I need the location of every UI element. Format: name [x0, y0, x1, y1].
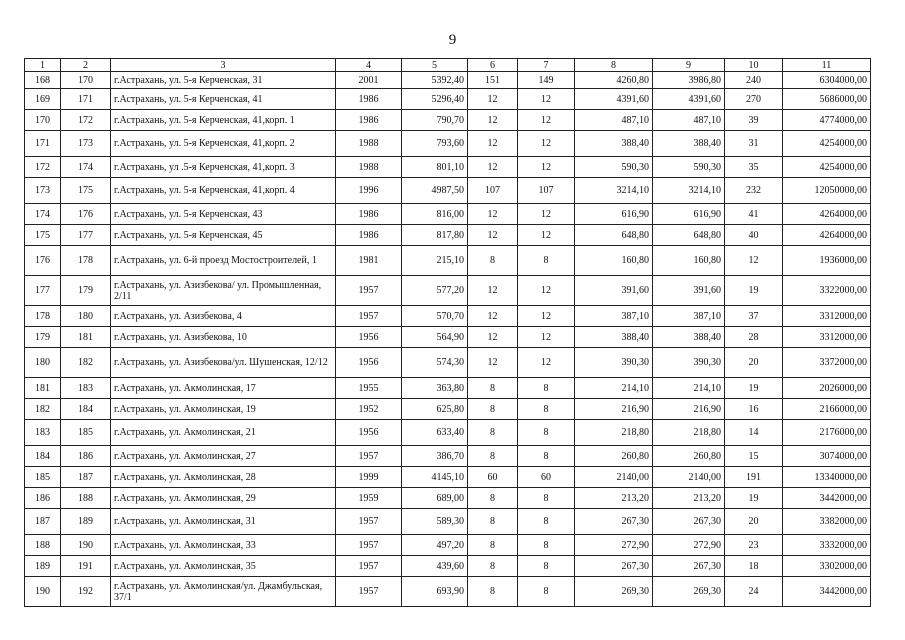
- row-number-cell: 170: [25, 110, 61, 131]
- amount-cell: 3372000,00: [783, 348, 871, 378]
- column-7-cell: 8: [518, 378, 575, 399]
- total-area-cell: 574,30: [402, 348, 468, 378]
- row-number-cell: 168: [25, 72, 61, 89]
- year-cell: 1986: [336, 225, 402, 246]
- column-7-cell: 12: [518, 225, 575, 246]
- table-row: [25, 276, 871, 306]
- column-10-cell: 20: [725, 348, 783, 378]
- column-6-cell: 8: [468, 399, 518, 420]
- column-6-cell: 107: [468, 178, 518, 204]
- column-10-cell: 19: [725, 378, 783, 399]
- year-cell: 1957: [336, 556, 402, 577]
- column-10-cell: 240: [725, 72, 783, 89]
- column-10-cell: 24: [725, 577, 783, 607]
- column-7-cell: 8: [518, 488, 575, 509]
- column-7-cell: 149: [518, 72, 575, 89]
- record-number-cell: 184: [61, 399, 111, 420]
- column-9-cell: 216,90: [653, 399, 725, 420]
- column-7-cell: 8: [518, 446, 575, 467]
- amount-cell: 4254000,00: [783, 131, 871, 157]
- column-8-cell: 267,30: [575, 556, 653, 577]
- table-row: [25, 131, 871, 157]
- column-7-cell: 8: [518, 556, 575, 577]
- column-8-cell: 616,90: [575, 204, 653, 225]
- row-number-cell: 184: [25, 446, 61, 467]
- row-number-cell: 185: [25, 467, 61, 488]
- row-number-cell: 189: [25, 556, 61, 577]
- total-area-cell: 633,40: [402, 420, 468, 446]
- total-area-cell: 497,20: [402, 535, 468, 556]
- column-9-cell: 260,80: [653, 446, 725, 467]
- column-6-cell: 60: [468, 467, 518, 488]
- column-8-cell: 590,30: [575, 157, 653, 178]
- address-cell: г.Астрахань, ул. Азизбекова/ул. Шушенская, 12/12: [111, 348, 336, 378]
- column-9-cell: 616,90: [653, 204, 725, 225]
- record-number-cell: 174: [61, 157, 111, 178]
- column-header: 8: [575, 59, 653, 72]
- row-number-cell: 187: [25, 509, 61, 535]
- amount-cell: 3442000,00: [783, 488, 871, 509]
- table-row: [25, 246, 871, 276]
- table-row: [25, 204, 871, 225]
- amount-cell: 13340000,00: [783, 467, 871, 488]
- column-header: 5: [402, 59, 468, 72]
- record-number-cell: 175: [61, 178, 111, 204]
- year-cell: 1957: [336, 306, 402, 327]
- table-row: [25, 225, 871, 246]
- address-cell: г.Астрахань, ул. 5-я Керченская, 41,корп. 4: [111, 178, 336, 204]
- address-cell: г.Астрахань, ул. Акмолинская/ул. Джамбульская, 37/1: [111, 577, 336, 607]
- row-number-cell: 172: [25, 157, 61, 178]
- column-9-cell: 590,30: [653, 157, 725, 178]
- column-9-cell: 267,30: [653, 556, 725, 577]
- column-10-cell: 270: [725, 89, 783, 110]
- table-row: [25, 327, 871, 348]
- total-area-cell: 215,10: [402, 246, 468, 276]
- column-9-cell: 218,80: [653, 420, 725, 446]
- amount-cell: 4264000,00: [783, 204, 871, 225]
- column-10-cell: 40: [725, 225, 783, 246]
- total-area-cell: 4145,10: [402, 467, 468, 488]
- address-cell: г.Астрахань, ул. Акмолинская, 33: [111, 535, 336, 556]
- column-8-cell: 218,80: [575, 420, 653, 446]
- row-number-cell: 176: [25, 246, 61, 276]
- row-number-cell: 181: [25, 378, 61, 399]
- amount-cell: 3312000,00: [783, 327, 871, 348]
- table-row: [25, 509, 871, 535]
- amount-cell: 6304000,00: [783, 72, 871, 89]
- row-number-cell: 190: [25, 577, 61, 607]
- address-cell: г.Астрахань, ул. Акмолинская, 21: [111, 420, 336, 446]
- address-cell: г.Астрахань, ул. 5-я Керченская, 41,корп. 1: [111, 110, 336, 131]
- address-cell: г.Астрахань, ул. Акмолинская, 31: [111, 509, 336, 535]
- column-6-cell: 12: [468, 348, 518, 378]
- column-7-cell: 12: [518, 131, 575, 157]
- column-9-cell: 267,30: [653, 509, 725, 535]
- column-8-cell: 213,20: [575, 488, 653, 509]
- column-10-cell: 41: [725, 204, 783, 225]
- total-area-cell: 439,60: [402, 556, 468, 577]
- column-7-cell: 60: [518, 467, 575, 488]
- address-cell: г.Астрахань, ул. 5-я Керченская, 41,корп. 2: [111, 131, 336, 157]
- column-10-cell: 12: [725, 246, 783, 276]
- column-7-cell: 8: [518, 577, 575, 607]
- column-7-cell: 12: [518, 110, 575, 131]
- column-10-cell: 232: [725, 178, 783, 204]
- column-header: 2: [61, 59, 111, 72]
- amount-cell: 3074000,00: [783, 446, 871, 467]
- record-number-cell: 188: [61, 488, 111, 509]
- record-number-cell: 183: [61, 378, 111, 399]
- column-9-cell: 269,30: [653, 577, 725, 607]
- address-cell: г.Астрахань, ул. Акмолинская, 27: [111, 446, 336, 467]
- column-header: 7: [518, 59, 575, 72]
- total-area-cell: 386,70: [402, 446, 468, 467]
- column-9-cell: 388,40: [653, 131, 725, 157]
- column-10-cell: 14: [725, 420, 783, 446]
- total-area-cell: 589,30: [402, 509, 468, 535]
- row-number-cell: 183: [25, 420, 61, 446]
- row-number-cell: 174: [25, 204, 61, 225]
- row-number-cell: 173: [25, 178, 61, 204]
- column-6-cell: 12: [468, 306, 518, 327]
- row-number-cell: 180: [25, 348, 61, 378]
- total-area-cell: 4987,50: [402, 178, 468, 204]
- amount-cell: 3322000,00: [783, 276, 871, 306]
- total-area-cell: 570,70: [402, 306, 468, 327]
- table-row: [25, 378, 871, 399]
- row-number-cell: 175: [25, 225, 61, 246]
- header-row: [25, 59, 871, 72]
- column-9-cell: 390,30: [653, 348, 725, 378]
- column-6-cell: 12: [468, 157, 518, 178]
- column-8-cell: 391,60: [575, 276, 653, 306]
- column-8-cell: 390,30: [575, 348, 653, 378]
- column-6-cell: 8: [468, 378, 518, 399]
- record-number-cell: 181: [61, 327, 111, 348]
- column-7-cell: 12: [518, 348, 575, 378]
- column-6-cell: 8: [468, 246, 518, 276]
- record-number-cell: 178: [61, 246, 111, 276]
- table-row: [25, 89, 871, 110]
- total-area-cell: 363,80: [402, 378, 468, 399]
- column-6-cell: 8: [468, 556, 518, 577]
- record-number-cell: 191: [61, 556, 111, 577]
- total-area-cell: 790,70: [402, 110, 468, 131]
- address-cell: г.Астрахань, ул. 5-я Керченская, 45: [111, 225, 336, 246]
- column-8-cell: 3214,10: [575, 178, 653, 204]
- column-10-cell: 20: [725, 509, 783, 535]
- year-cell: 1956: [336, 348, 402, 378]
- column-10-cell: 28: [725, 327, 783, 348]
- column-7-cell: 12: [518, 276, 575, 306]
- column-8-cell: 4260,80: [575, 72, 653, 89]
- column-header: 6: [468, 59, 518, 72]
- column-6-cell: 8: [468, 509, 518, 535]
- column-10-cell: 19: [725, 276, 783, 306]
- column-9-cell: 4391,60: [653, 89, 725, 110]
- address-cell: г.Астрахань, ул. 5-я Керченская, 31: [111, 72, 336, 89]
- column-10-cell: 37: [725, 306, 783, 327]
- column-9-cell: 2140,00: [653, 467, 725, 488]
- record-number-cell: 192: [61, 577, 111, 607]
- column-7-cell: 107: [518, 178, 575, 204]
- total-area-cell: 577,20: [402, 276, 468, 306]
- address-cell: г.Астрахань, ул. 5-я Керченская, 43: [111, 204, 336, 225]
- total-area-cell: 564,90: [402, 327, 468, 348]
- column-8-cell: 2140,00: [575, 467, 653, 488]
- amount-cell: 12050000,00: [783, 178, 871, 204]
- column-7-cell: 8: [518, 535, 575, 556]
- column-9-cell: 3986,80: [653, 72, 725, 89]
- column-8-cell: 387,10: [575, 306, 653, 327]
- year-cell: 1996: [336, 178, 402, 204]
- record-number-cell: 173: [61, 131, 111, 157]
- total-area-cell: 5392,40: [402, 72, 468, 89]
- column-8-cell: 4391,60: [575, 89, 653, 110]
- table-row: [25, 399, 871, 420]
- year-cell: 1956: [336, 327, 402, 348]
- record-number-cell: 187: [61, 467, 111, 488]
- amount-cell: 2166000,00: [783, 399, 871, 420]
- column-7-cell: 8: [518, 399, 575, 420]
- column-8-cell: 216,90: [575, 399, 653, 420]
- table-row: [25, 110, 871, 131]
- column-9-cell: 214,10: [653, 378, 725, 399]
- record-number-cell: 189: [61, 509, 111, 535]
- column-header: 4: [336, 59, 402, 72]
- row-number-cell: 178: [25, 306, 61, 327]
- column-6-cell: 12: [468, 276, 518, 306]
- row-number-cell: 182: [25, 399, 61, 420]
- column-header: 10: [725, 59, 783, 72]
- column-7-cell: 8: [518, 420, 575, 446]
- column-7-cell: 12: [518, 327, 575, 348]
- record-number-cell: 190: [61, 535, 111, 556]
- table-row: [25, 306, 871, 327]
- address-cell: г.Астрахань, ул. 5-я Керченская, 41: [111, 89, 336, 110]
- total-area-cell: 793,60: [402, 131, 468, 157]
- column-6-cell: 8: [468, 535, 518, 556]
- address-cell: г.Астрахань, ул .5-я Керченская, 41,корп. 3: [111, 157, 336, 178]
- data-table: [24, 58, 871, 607]
- address-cell: г.Астрахань, ул. Акмолинская, 17: [111, 378, 336, 399]
- column-8-cell: 260,80: [575, 446, 653, 467]
- column-7-cell: 12: [518, 204, 575, 225]
- record-number-cell: 172: [61, 110, 111, 131]
- amount-cell: 5686000,00: [783, 89, 871, 110]
- year-cell: 1986: [336, 89, 402, 110]
- column-9-cell: 3214,10: [653, 178, 725, 204]
- column-8-cell: 214,10: [575, 378, 653, 399]
- column-header: 9: [653, 59, 725, 72]
- row-number-cell: 179: [25, 327, 61, 348]
- record-number-cell: 170: [61, 72, 111, 89]
- record-number-cell: 185: [61, 420, 111, 446]
- address-cell: г.Астрахань, ул. Акмолинская, 35: [111, 556, 336, 577]
- column-9-cell: 387,10: [653, 306, 725, 327]
- column-6-cell: 12: [468, 131, 518, 157]
- column-8-cell: 269,30: [575, 577, 653, 607]
- year-cell: 1957: [336, 535, 402, 556]
- column-6-cell: 12: [468, 204, 518, 225]
- record-number-cell: 180: [61, 306, 111, 327]
- year-cell: 1986: [336, 204, 402, 225]
- amount-cell: 4774000,00: [783, 110, 871, 131]
- column-9-cell: 388,40: [653, 327, 725, 348]
- year-cell: 1957: [336, 509, 402, 535]
- address-cell: г.Астрахань, ул. Азизбекова, 10: [111, 327, 336, 348]
- table-row: [25, 467, 871, 488]
- year-cell: 1957: [336, 577, 402, 607]
- table-row: [25, 556, 871, 577]
- column-10-cell: 39: [725, 110, 783, 131]
- record-number-cell: 186: [61, 446, 111, 467]
- column-7-cell: 12: [518, 306, 575, 327]
- address-cell: г.Астрахань, ул. Азизбекова/ ул. Промышленная, 2/11: [111, 276, 336, 306]
- row-number-cell: 186: [25, 488, 61, 509]
- table-row: [25, 488, 871, 509]
- table-row: [25, 535, 871, 556]
- address-cell: г.Астрахань, ул. Акмолинская, 28: [111, 467, 336, 488]
- amount-cell: 2026000,00: [783, 378, 871, 399]
- amount-cell: 3382000,00: [783, 509, 871, 535]
- year-cell: 1959: [336, 488, 402, 509]
- column-10-cell: 15: [725, 446, 783, 467]
- column-8-cell: 388,40: [575, 327, 653, 348]
- column-header: 3: [111, 59, 336, 72]
- column-10-cell: 35: [725, 157, 783, 178]
- amount-cell: 1936000,00: [783, 246, 871, 276]
- page-number: 9: [448, 32, 457, 48]
- column-10-cell: 31: [725, 131, 783, 157]
- column-10-cell: 191: [725, 467, 783, 488]
- record-number-cell: 177: [61, 225, 111, 246]
- record-number-cell: 171: [61, 89, 111, 110]
- table-row: [25, 178, 871, 204]
- column-7-cell: 12: [518, 89, 575, 110]
- column-9-cell: 213,20: [653, 488, 725, 509]
- table-row: [25, 577, 871, 607]
- column-8-cell: 272,90: [575, 535, 653, 556]
- total-area-cell: 816,00: [402, 204, 468, 225]
- total-area-cell: 689,00: [402, 488, 468, 509]
- record-number-cell: 179: [61, 276, 111, 306]
- amount-cell: 4264000,00: [783, 225, 871, 246]
- year-cell: 2001: [336, 72, 402, 89]
- column-6-cell: 12: [468, 327, 518, 348]
- column-6-cell: 12: [468, 89, 518, 110]
- table-row: [25, 157, 871, 178]
- year-cell: 1952: [336, 399, 402, 420]
- column-8-cell: 388,40: [575, 131, 653, 157]
- column-8-cell: 487,10: [575, 110, 653, 131]
- address-cell: г.Астрахань, ул. Акмолинская, 29: [111, 488, 336, 509]
- year-cell: 1955: [336, 378, 402, 399]
- year-cell: 1988: [336, 157, 402, 178]
- column-7-cell: 8: [518, 509, 575, 535]
- column-6-cell: 12: [468, 225, 518, 246]
- column-8-cell: 160,80: [575, 246, 653, 276]
- column-9-cell: 391,60: [653, 276, 725, 306]
- row-number-cell: 188: [25, 535, 61, 556]
- column-10-cell: 16: [725, 399, 783, 420]
- amount-cell: 3442000,00: [783, 577, 871, 607]
- amount-cell: 4254000,00: [783, 157, 871, 178]
- table-row: [25, 446, 871, 467]
- year-cell: 1957: [336, 446, 402, 467]
- year-cell: 1999: [336, 467, 402, 488]
- record-number-cell: 176: [61, 204, 111, 225]
- column-9-cell: 272,90: [653, 535, 725, 556]
- column-header: 1: [25, 59, 61, 72]
- total-area-cell: 5296,40: [402, 89, 468, 110]
- column-10-cell: 18: [725, 556, 783, 577]
- column-9-cell: 487,10: [653, 110, 725, 131]
- year-cell: 1957: [336, 276, 402, 306]
- column-10-cell: 23: [725, 535, 783, 556]
- year-cell: 1981: [336, 246, 402, 276]
- column-6-cell: 8: [468, 488, 518, 509]
- year-cell: 1988: [336, 131, 402, 157]
- column-6-cell: 12: [468, 110, 518, 131]
- row-number-cell: 169: [25, 89, 61, 110]
- column-9-cell: 648,80: [653, 225, 725, 246]
- column-10-cell: 19: [725, 488, 783, 509]
- column-8-cell: 648,80: [575, 225, 653, 246]
- year-cell: 1956: [336, 420, 402, 446]
- column-6-cell: 151: [468, 72, 518, 89]
- column-9-cell: 160,80: [653, 246, 725, 276]
- total-area-cell: 693,90: [402, 577, 468, 607]
- address-cell: г.Астрахань, ул. 6-й проезд Мостостроителей, 1: [111, 246, 336, 276]
- total-area-cell: 817,80: [402, 225, 468, 246]
- total-area-cell: 801,10: [402, 157, 468, 178]
- column-6-cell: 8: [468, 577, 518, 607]
- column-6-cell: 8: [468, 446, 518, 467]
- amount-cell: 2176000,00: [783, 420, 871, 446]
- column-8-cell: 267,30: [575, 509, 653, 535]
- column-header: 11: [783, 59, 871, 72]
- year-cell: 1986: [336, 110, 402, 131]
- amount-cell: 3312000,00: [783, 306, 871, 327]
- amount-cell: 3302000,00: [783, 556, 871, 577]
- address-cell: г.Астрахань, ул. Акмолинская, 19: [111, 399, 336, 420]
- address-cell: г.Астрахань, ул. Азизбекова, 4: [111, 306, 336, 327]
- record-number-cell: 182: [61, 348, 111, 378]
- column-7-cell: 8: [518, 246, 575, 276]
- table-row: [25, 72, 871, 89]
- column-6-cell: 8: [468, 420, 518, 446]
- amount-cell: 3332000,00: [783, 535, 871, 556]
- total-area-cell: 625,80: [402, 399, 468, 420]
- table-row: [25, 420, 871, 446]
- row-number-cell: 177: [25, 276, 61, 306]
- table-row: [25, 348, 871, 378]
- column-7-cell: 12: [518, 157, 575, 178]
- row-number-cell: 171: [25, 131, 61, 157]
